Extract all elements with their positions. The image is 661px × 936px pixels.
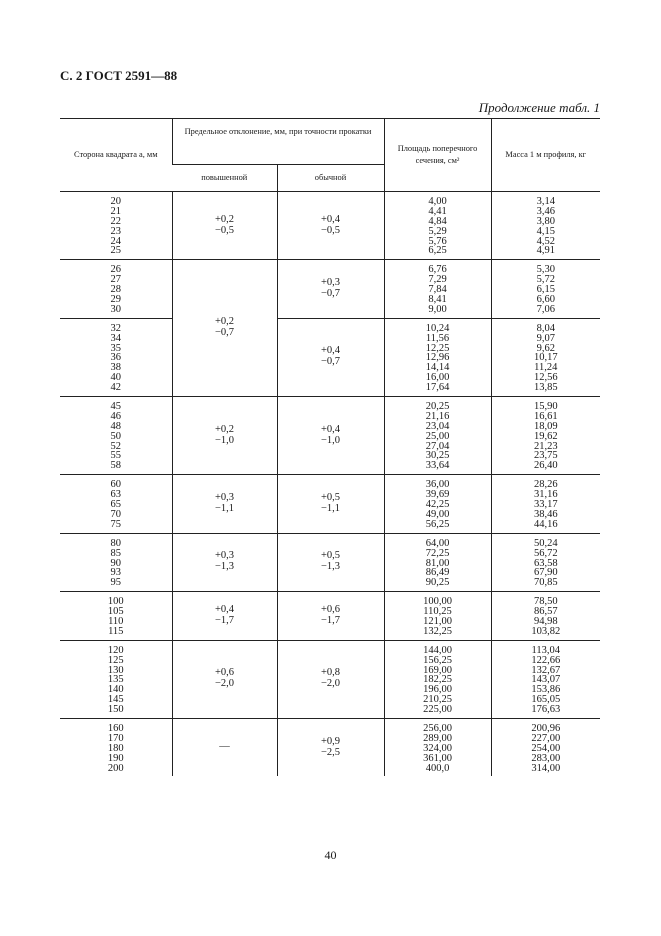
area-cell-value: 182,25: [423, 674, 452, 686]
area-cell-value: 289,00: [423, 732, 452, 744]
mass-cell-value: 165,05: [531, 694, 561, 706]
side-cell-value: 58: [110, 460, 121, 472]
table-row: [60, 397, 600, 475]
side-cell-value: 100: [107, 596, 124, 608]
increased-tolerance-cell: [172, 640, 277, 718]
mass-cell-value: 5,30: [536, 264, 555, 276]
side-cell-value: 50: [110, 430, 121, 442]
side-cell-value: 26: [110, 264, 121, 276]
side-cell-value: 42: [110, 382, 121, 394]
area-cell-value: 4,41: [428, 205, 447, 217]
side-cell-value: 34: [110, 332, 121, 344]
mass-cell-value: 86,57: [533, 606, 558, 618]
area-cell-value: 72,25: [425, 547, 450, 559]
area-cell: [384, 533, 491, 591]
area-cell-value: 33,64: [425, 460, 450, 472]
side-cell-value: 30: [110, 303, 121, 315]
table-row: [60, 475, 600, 533]
ordinary-tolerance-cell: [277, 475, 384, 533]
area-cell-value: 4,00: [428, 196, 447, 207]
side-cell-value: 28: [110, 284, 121, 296]
area-cell-value: 400,0: [425, 762, 450, 774]
mass-cell-value: 50,24: [533, 537, 558, 549]
mass-cell-value: 6,15: [536, 284, 555, 296]
table-row: [60, 192, 600, 260]
area-cell-value: 39,69: [425, 489, 450, 501]
increased-tolerance-cell-value: +0,3: [214, 491, 235, 503]
mass-cell-value: 5,72: [536, 274, 555, 286]
area-cell-value: 225,00: [423, 704, 452, 716]
ordinary-tolerance-cell-value: −1,3: [320, 561, 341, 573]
increased-tolerance-cell: [172, 397, 277, 475]
mass-cell-value: 11,24: [534, 362, 558, 374]
square-steel-table: [60, 118, 600, 776]
mass-cell-value: 38,46: [533, 508, 558, 520]
increased-tolerance-cell: [172, 718, 277, 776]
area-cell-value: 23,04: [425, 420, 450, 432]
side-cell-value: 150: [107, 704, 124, 716]
mass-cell-value: 44,16: [533, 518, 558, 530]
side-cell-value: 110: [108, 615, 124, 627]
ordinary-tolerance-cell-value: −1,1: [320, 502, 341, 514]
increased-tolerance-cell-value: −1,1: [214, 502, 235, 514]
side-cell-value: 125: [107, 654, 124, 666]
mass-cell-value: 31,16: [533, 489, 558, 501]
side-cell-value: 115: [108, 625, 124, 637]
area-cell-value: 7,84: [428, 284, 447, 296]
side-cell: [60, 718, 172, 776]
mass-cell-value: 103,82: [531, 625, 561, 637]
mass-cell-value: 15,90: [533, 401, 558, 413]
side-cell-value: 52: [110, 440, 121, 452]
increased-tolerance-cell: [172, 475, 277, 533]
table-row: [60, 640, 600, 718]
ordinary-tolerance-cell-value: −0,5: [320, 224, 341, 236]
side-cell-value: 70: [110, 508, 121, 520]
mass-cell: [491, 192, 600, 260]
mass-cell-value: 6,60: [536, 294, 555, 306]
area-cell-value: 21,16: [425, 410, 450, 422]
side-cell-value: 80: [110, 537, 121, 549]
side-cell-value: 145: [107, 694, 124, 706]
increased-tolerance-cell-value: +0,6: [214, 667, 235, 679]
increased-tolerance-cell-value: −2,0: [214, 678, 235, 690]
side-cell: [60, 318, 172, 396]
area-cell: [384, 397, 491, 475]
mass-cell-value: 4,91: [536, 245, 555, 257]
mass-cell-value: 3,14: [536, 196, 555, 207]
area-cell-value: 361,00: [423, 752, 452, 764]
ordinary-tolerance-cell: [277, 397, 384, 475]
area-cell-value: 324,00: [423, 742, 452, 754]
area-cell-value: 30,25: [425, 450, 450, 462]
side-cell-value: 29: [110, 294, 121, 306]
table-row: [60, 718, 600, 776]
side-cell-value: 135: [107, 674, 124, 686]
side-cell: [60, 260, 172, 318]
area-cell-value: 144,00: [423, 644, 452, 656]
mass-cell-value: 3,46: [536, 205, 555, 217]
increased-tolerance-cell: [172, 533, 277, 591]
increased-tolerance-cell-value: +0,2: [214, 423, 235, 435]
area-cell-value: 9,00: [428, 303, 447, 315]
area-cell-value: 90,25: [425, 577, 450, 589]
ordinary-tolerance-cell-value: −1,7: [320, 614, 341, 626]
area-cell: [384, 192, 491, 260]
mass-cell-value: 254,00: [531, 742, 561, 754]
side-cell: [60, 397, 172, 475]
mass-cell-value: 33,17: [533, 499, 558, 511]
mass-cell-value: 7,06: [536, 303, 555, 315]
ordinary-tolerance-cell-value: +0,5: [320, 491, 341, 503]
area-cell-value: 4,84: [428, 215, 447, 227]
mass-cell-value: 283,00: [531, 752, 561, 764]
mass-cell-value: 26,40: [533, 460, 558, 472]
side-cell-value: 27: [110, 274, 121, 286]
side-cell-value: 25: [110, 245, 121, 257]
side-cell: [60, 533, 172, 591]
side-cell-value: 140: [107, 684, 124, 696]
mass-cell-value: 78,50: [533, 596, 558, 608]
header-ordinary: обычной: [277, 165, 384, 192]
ordinary-tolerance-cell-value: +0,4: [320, 423, 341, 435]
side-cell-value: 63: [110, 489, 121, 501]
side-cell: [60, 592, 172, 641]
mass-cell: [491, 397, 600, 475]
area-cell-value: 64,00: [425, 537, 450, 549]
area-cell-value: 42,25: [425, 499, 450, 511]
mass-cell-value: 23,75: [533, 450, 558, 462]
area-cell-value: 27,04: [425, 440, 450, 452]
increased-tolerance-cell-value: —: [219, 741, 230, 753]
area-cell-value: 12,25: [425, 342, 450, 354]
table-row: [60, 592, 600, 641]
mass-cell: [491, 640, 600, 718]
side-cell-value: 45: [110, 401, 121, 413]
mass-cell-value: 16,61: [533, 410, 558, 422]
mass-cell-value: 67,90: [533, 567, 558, 579]
area-cell-value: 56,25: [425, 518, 450, 530]
area-cell-value: 256,00: [423, 722, 452, 734]
side-cell: [60, 192, 172, 260]
side-cell-value: 36: [110, 352, 121, 364]
area-cell: [384, 475, 491, 533]
increased-tolerance-cell: [172, 260, 277, 397]
mass-cell-value: 132,67: [531, 664, 561, 676]
ordinary-tolerance-cell: [277, 592, 384, 641]
increased-tolerance-cell-value: −1,0: [214, 434, 235, 446]
increased-tolerance-cell-value: −0,5: [214, 224, 235, 236]
side-cell-value: 105: [107, 606, 124, 618]
mass-cell-value: 18,09: [533, 420, 558, 432]
area-cell-value: 169,00: [423, 664, 452, 676]
ordinary-tolerance-cell: [277, 192, 384, 260]
area-cell-value: 5,76: [428, 235, 447, 247]
area-cell-value: 14,14: [425, 362, 450, 374]
area-cell-value: 110,25: [423, 606, 452, 618]
ordinary-tolerance-cell-value: −0,7: [320, 356, 341, 368]
side-cell-value: 200: [107, 762, 124, 774]
side-cell-value: 160: [107, 722, 124, 734]
side-cell-value: 90: [110, 557, 121, 569]
mass-cell: [491, 260, 600, 318]
document-header: С. 2 ГОСТ 2591—88: [60, 68, 178, 83]
ordinary-tolerance-cell-value: −2,0: [320, 678, 341, 690]
mass-cell: [491, 533, 600, 591]
area-cell-value: 6,25: [428, 245, 447, 257]
increased-tolerance-cell-value: +0,2: [214, 213, 235, 225]
area-cell-value: 10,24: [425, 322, 450, 334]
table-row: [60, 533, 600, 591]
mass-cell: [491, 592, 600, 641]
mass-cell: [491, 718, 600, 776]
increased-tolerance-cell: [172, 192, 277, 260]
area-cell-value: 16,00: [425, 372, 450, 384]
ordinary-tolerance-cell: [277, 533, 384, 591]
increased-tolerance-cell: [172, 592, 277, 641]
mass-cell-value: 9,62: [536, 342, 555, 354]
area-cell-value: 20,25: [425, 401, 450, 413]
side-cell-value: 60: [110, 479, 121, 491]
side-cell-value: 180: [107, 742, 124, 754]
area-cell-value: 121,00: [423, 615, 452, 627]
ordinary-tolerance-cell-value: +0,8: [320, 667, 341, 679]
side-cell-value: 23: [110, 225, 121, 237]
area-cell-value: 12,96: [425, 352, 450, 364]
header-mass: Масса 1 м профиля, кг: [491, 119, 600, 192]
mass-cell-value: 143,07: [531, 674, 561, 686]
side-cell-value: 46: [110, 410, 121, 422]
mass-cell-value: 21,23: [533, 440, 558, 452]
table-row: [60, 318, 600, 396]
side-cell-value: 120: [107, 644, 124, 656]
area-cell-value: 196,00: [423, 684, 452, 696]
side-cell-value: 21: [110, 205, 121, 217]
mass-cell-value: 10,17: [533, 352, 558, 364]
side-cell: [60, 640, 172, 718]
side-cell: [60, 475, 172, 533]
ordinary-tolerance-cell: [277, 718, 384, 776]
mass-cell-value: 3,80: [536, 215, 555, 227]
side-cell-value: 190: [107, 752, 124, 764]
increased-tolerance-cell-value: −0,7: [214, 327, 235, 339]
area-cell-value: 5,29: [428, 225, 447, 237]
side-cell-value: 32: [110, 322, 121, 334]
increased-tolerance-cell-value: +0,4: [214, 603, 235, 615]
header-side: Сторона квадрата a, мм: [73, 150, 158, 159]
increased-tolerance-cell-value: −1,3: [214, 561, 235, 573]
header-increased: повышенной: [172, 165, 277, 192]
side-cell-value: 55: [110, 450, 121, 462]
mass-cell-value: 63,58: [533, 557, 558, 569]
ordinary-tolerance-cell-value: −2,5: [320, 746, 341, 758]
side-cell-value: 38: [110, 362, 121, 374]
ordinary-tolerance-cell-value: +0,9: [320, 735, 341, 747]
area-cell: [384, 318, 491, 396]
mass-cell-value: 153,86: [531, 684, 561, 696]
increased-tolerance-cell-value: +0,2: [214, 316, 235, 328]
ordinary-tolerance-cell-value: −0,7: [320, 288, 341, 300]
side-cell-value: 93: [110, 567, 121, 579]
area-cell-value: 36,00: [425, 479, 450, 491]
ordinary-tolerance-cell: [277, 318, 384, 396]
side-cell-value: 65: [110, 499, 121, 511]
area-cell-value: 7,29: [428, 274, 447, 286]
side-cell-value: 95: [110, 577, 121, 589]
data-table-container: [60, 118, 600, 776]
area-cell-value: 25,00: [425, 430, 450, 442]
area-cell-value: 86,49: [425, 567, 450, 579]
area-cell-value: 210,25: [423, 694, 452, 706]
mass-cell-value: 13,85: [533, 382, 558, 394]
area-cell-value: 11,56: [425, 332, 450, 344]
area-cell-value: 156,25: [423, 654, 452, 666]
area-cell-value: 8,41: [428, 294, 447, 306]
ordinary-tolerance-cell-value: −1,0: [320, 434, 341, 446]
ordinary-tolerance-cell: [277, 640, 384, 718]
mass-cell-value: 314,00: [531, 762, 561, 774]
header-area: Площадь поперечного сечения, см²: [384, 119, 491, 192]
area-cell: [384, 592, 491, 641]
mass-cell: [491, 318, 600, 396]
area-cell-value: 17,64: [425, 382, 450, 394]
ordinary-tolerance-cell-value: +0,4: [320, 345, 341, 357]
mass-cell-value: 113,04: [531, 644, 560, 656]
area-cell-value: 100,00: [423, 596, 452, 608]
mass-cell-value: 94,98: [533, 615, 558, 627]
ordinary-tolerance-cell-value: +0,4: [320, 213, 341, 225]
side-cell-value: 75: [110, 518, 121, 530]
mass-cell-value: 28,26: [533, 479, 558, 491]
side-cell-value: 48: [110, 420, 121, 432]
area-cell-value: 49,00: [425, 508, 450, 520]
side-cell-value: 20: [110, 196, 121, 207]
mass-cell-value: 227,00: [531, 732, 561, 744]
mass-cell-value: 12,56: [533, 372, 558, 384]
area-cell: [384, 260, 491, 318]
table-continuation-label: Продолжение табл. 1: [478, 100, 600, 115]
mass-cell-value: 200,96: [531, 722, 561, 734]
mass-cell-value: 8,04: [536, 322, 555, 334]
mass-cell-value: 56,72: [533, 547, 558, 559]
ordinary-tolerance-cell-value: +0,3: [320, 277, 341, 289]
area-cell: [384, 718, 491, 776]
table-row: [60, 260, 600, 318]
side-cell-value: 85: [110, 547, 121, 559]
side-cell-value: 130: [107, 664, 124, 676]
ordinary-tolerance-cell: [277, 260, 384, 318]
mass-cell-value: 122,66: [531, 654, 561, 666]
increased-tolerance-cell-value: −1,7: [214, 614, 235, 626]
mass-cell-value: 4,15: [536, 225, 555, 237]
mass-cell-value: 70,85: [533, 577, 558, 589]
mass-cell-value: 4,52: [536, 235, 555, 247]
mass-cell-value: 176,63: [531, 704, 561, 716]
mass-cell: [491, 475, 600, 533]
ordinary-tolerance-cell-value: +0,6: [320, 603, 341, 615]
table-body: [60, 192, 600, 777]
area-cell-value: 6,76: [428, 264, 447, 276]
mass-cell-value: 19,62: [533, 430, 558, 442]
increased-tolerance-cell-value: +0,3: [214, 550, 235, 562]
page-number: 40: [324, 848, 337, 862]
side-cell-value: 24: [110, 235, 121, 247]
side-cell-value: 22: [110, 215, 121, 227]
area-cell: [384, 640, 491, 718]
area-cell-value: 81,00: [425, 557, 450, 569]
header-deviation: Предельное отклонение, мм, при точности прокатки: [172, 119, 384, 165]
area-cell-value: 132,25: [423, 625, 452, 637]
mass-cell-value: 9,07: [536, 332, 555, 344]
side-cell-value: 35: [110, 342, 121, 354]
side-cell-value: 170: [107, 732, 124, 744]
ordinary-tolerance-cell-value: +0,5: [320, 550, 341, 562]
side-cell-value: 40: [110, 372, 121, 384]
